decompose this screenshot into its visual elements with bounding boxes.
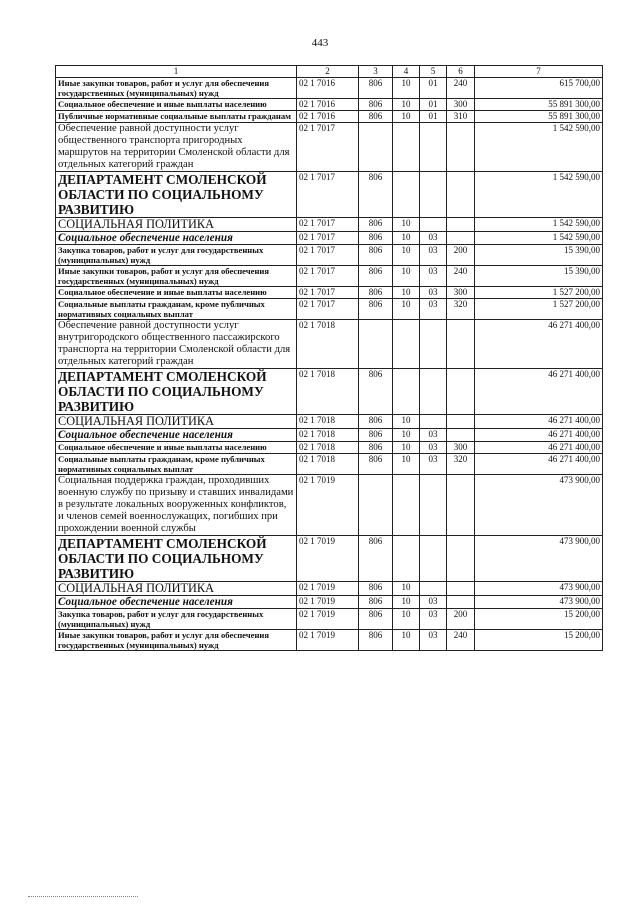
row-name-cell: Социальные выплаты гражданам, кроме публичных нормативных социальных выплат: [56, 454, 297, 475]
ministry-code-cell: 806: [359, 630, 393, 651]
table-row: [56, 429, 603, 442]
expense-type-cell: 240: [447, 266, 475, 287]
row-name-cell: Социальное обеспечение и иные выплаты населению: [56, 287, 297, 299]
ministry-code-cell: 806: [359, 536, 393, 582]
row-name-cell: Обеспечение равной доступности услуг общественного транспорта пригородных маршрутов на территории Смоленской области для отдельных категорий граждан: [56, 123, 297, 172]
header-cell: 7: [475, 66, 603, 78]
subsection-code-cell: 03: [420, 287, 447, 299]
subsection-code-cell: [420, 536, 447, 582]
section-code-cell: 10: [393, 582, 420, 596]
expense-type-cell: 300: [447, 99, 475, 111]
subsection-code-cell: [420, 172, 447, 218]
subsection-code-cell: 03: [420, 630, 447, 651]
target-code-cell: 02 1 7016: [297, 99, 359, 111]
target-code-cell: 02 1 7018: [297, 429, 359, 442]
ministry-code-cell: 806: [359, 266, 393, 287]
subsection-code-cell: 03: [420, 454, 447, 475]
header-row: [56, 66, 603, 78]
amount-cell: 615 700,00: [475, 78, 603, 99]
amount-cell: 46 271 400,00: [475, 415, 603, 429]
row-name-cell: Социальное обеспечение и иные выплаты населению: [56, 442, 297, 454]
header-cell: 6: [447, 66, 475, 78]
subsection-code-cell: [420, 369, 447, 415]
expense-type-cell: 240: [447, 630, 475, 651]
section-code-cell: 10: [393, 287, 420, 299]
table-row: [56, 320, 603, 369]
row-name-cell: Социальное обеспечение населения: [56, 429, 297, 442]
ministry-code-cell: 806: [359, 415, 393, 429]
expense-type-cell: 310: [447, 111, 475, 123]
table-row: [56, 475, 603, 536]
amount-cell: 46 271 400,00: [475, 454, 603, 475]
header-cell: 4: [393, 66, 420, 78]
ministry-code-cell: 806: [359, 99, 393, 111]
section-code-cell: 10: [393, 299, 420, 320]
subsection-code-cell: [420, 218, 447, 232]
ministry-code-cell: [359, 123, 393, 172]
row-name-cell: ДЕПАРТАМЕНТ СМОЛЕНСКОЙ ОБЛАСТИ ПО СОЦИАЛЬНОМУ РАЗВИТИЮ: [56, 369, 297, 415]
target-code-cell: 02 1 7017: [297, 266, 359, 287]
subsection-code-cell: 03: [420, 299, 447, 320]
target-code-cell: 02 1 7016: [297, 111, 359, 123]
subsection-code-cell: 03: [420, 232, 447, 245]
ministry-code-cell: 806: [359, 232, 393, 245]
target-code-cell: 02 1 7016: [297, 78, 359, 99]
header-cell: 5: [420, 66, 447, 78]
section-code-cell: [393, 475, 420, 536]
ministry-code-cell: 806: [359, 596, 393, 609]
section-code-cell: 10: [393, 454, 420, 475]
subsection-code-cell: [420, 320, 447, 369]
target-code-cell: 02 1 7017: [297, 232, 359, 245]
subsection-code-cell: 03: [420, 609, 447, 630]
table-row: [56, 536, 603, 582]
ministry-code-cell: 806: [359, 111, 393, 123]
subsection-code-cell: 03: [420, 429, 447, 442]
ministry-code-cell: 806: [359, 609, 393, 630]
row-name-cell: Закупка товаров, работ и услуг для государственных (муниципальных) нужд: [56, 245, 297, 266]
ministry-code-cell: 806: [359, 369, 393, 415]
expense-type-cell: [447, 596, 475, 609]
section-code-cell: [393, 369, 420, 415]
table-row: [56, 245, 603, 266]
table-row: [56, 123, 603, 172]
subsection-code-cell: 01: [420, 78, 447, 99]
target-code-cell: 02 1 7018: [297, 320, 359, 369]
ministry-code-cell: 806: [359, 245, 393, 266]
section-code-cell: 10: [393, 78, 420, 99]
target-code-cell: 02 1 7018: [297, 415, 359, 429]
subsection-code-cell: [420, 415, 447, 429]
table-row: [56, 232, 603, 245]
subsection-code-cell: [420, 475, 447, 536]
table-row: [56, 442, 603, 454]
amount-cell: 473 900,00: [475, 536, 603, 582]
amount-cell: 473 900,00: [475, 582, 603, 596]
section-code-cell: [393, 172, 420, 218]
expense-type-cell: [447, 582, 475, 596]
row-name-cell: Социальные выплаты гражданам, кроме публичных нормативных социальных выплат: [56, 299, 297, 320]
subsection-code-cell: 01: [420, 111, 447, 123]
amount-cell: 55 891 300,00: [475, 99, 603, 111]
amount-cell: 46 271 400,00: [475, 369, 603, 415]
table-row: [56, 299, 603, 320]
section-code-cell: 10: [393, 596, 420, 609]
amount-cell: 15 390,00: [475, 245, 603, 266]
target-code-cell: 02 1 7019: [297, 630, 359, 651]
subsection-code-cell: 01: [420, 99, 447, 111]
amount-cell: 1 542 590,00: [475, 232, 603, 245]
amount-cell: 473 900,00: [475, 475, 603, 536]
amount-cell: 15 200,00: [475, 630, 603, 651]
amount-cell: 55 891 300,00: [475, 111, 603, 123]
target-code-cell: 02 1 7018: [297, 442, 359, 454]
row-name-cell: Социальное обеспечение населения: [56, 596, 297, 609]
row-name-cell: Закупка товаров, работ и услуг для государственных (муниципальных) нужд: [56, 609, 297, 630]
table-row: [56, 287, 603, 299]
target-code-cell: 02 1 7019: [297, 596, 359, 609]
table-row: [56, 582, 603, 596]
expense-type-cell: [447, 415, 475, 429]
row-name-cell: СОЦИАЛЬНАЯ ПОЛИТИКА: [56, 415, 297, 429]
target-code-cell: 02 1 7017: [297, 245, 359, 266]
section-code-cell: [393, 536, 420, 582]
table-row: [56, 78, 603, 99]
section-code-cell: 10: [393, 630, 420, 651]
header-cell: 1: [56, 66, 297, 78]
target-code-cell: 02 1 7018: [297, 454, 359, 475]
expense-type-cell: 300: [447, 287, 475, 299]
expense-type-cell: [447, 536, 475, 582]
subsection-code-cell: 03: [420, 266, 447, 287]
row-name-cell: Иные закупки товаров, работ и услуг для обеспечения государственных (муниципальных) нужд: [56, 630, 297, 651]
section-code-cell: 10: [393, 245, 420, 266]
subsection-code-cell: [420, 123, 447, 172]
expense-type-cell: [447, 369, 475, 415]
ministry-code-cell: 806: [359, 172, 393, 218]
section-code-cell: 10: [393, 266, 420, 287]
expense-type-cell: [447, 320, 475, 369]
target-code-cell: 02 1 7017: [297, 299, 359, 320]
section-code-cell: 10: [393, 232, 420, 245]
expense-type-cell: [447, 429, 475, 442]
section-code-cell: 10: [393, 415, 420, 429]
expense-type-cell: 240: [447, 78, 475, 99]
section-code-cell: 10: [393, 429, 420, 442]
table-row: [56, 415, 603, 429]
row-name-cell: СОЦИАЛЬНАЯ ПОЛИТИКА: [56, 218, 297, 232]
table-row: [56, 596, 603, 609]
subsection-code-cell: 03: [420, 596, 447, 609]
row-name-cell: Иные закупки товаров, работ и услуг для обеспечения государственных (муниципальных) нужд: [56, 78, 297, 99]
expense-type-cell: 320: [447, 454, 475, 475]
target-code-cell: 02 1 7017: [297, 287, 359, 299]
expense-type-cell: [447, 232, 475, 245]
section-code-cell: 10: [393, 609, 420, 630]
ministry-code-cell: 806: [359, 429, 393, 442]
target-code-cell: 02 1 7019: [297, 536, 359, 582]
subsection-code-cell: 03: [420, 442, 447, 454]
amount-cell: 1 527 200,00: [475, 287, 603, 299]
row-name-cell: ДЕПАРТАМЕНТ СМОЛЕНСКОЙ ОБЛАСТИ ПО СОЦИАЛЬНОМУ РАЗВИТИЮ: [56, 172, 297, 218]
section-code-cell: 10: [393, 218, 420, 232]
row-name-cell: Социальное обеспечение и иные выплаты населению: [56, 99, 297, 111]
target-code-cell: 02 1 7017: [297, 172, 359, 218]
amount-cell: 473 900,00: [475, 596, 603, 609]
table-row: [56, 99, 603, 111]
ministry-code-cell: 806: [359, 287, 393, 299]
row-name-cell: Обеспечение равной доступности услуг внутригородского общественного пассажирского транспорта на территории Смоленской области для отдельных категорий граждан: [56, 320, 297, 369]
ministry-code-cell: 806: [359, 454, 393, 475]
target-code-cell: 02 1 7018: [297, 369, 359, 415]
expense-type-cell: 320: [447, 299, 475, 320]
target-code-cell: 02 1 7017: [297, 123, 359, 172]
expense-type-cell: [447, 475, 475, 536]
expense-type-cell: 200: [447, 609, 475, 630]
table-row: [56, 454, 603, 475]
ministry-code-cell: 806: [359, 78, 393, 99]
ministry-code-cell: 806: [359, 582, 393, 596]
subsection-code-cell: [420, 582, 447, 596]
amount-cell: 1 542 590,00: [475, 172, 603, 218]
section-code-cell: [393, 320, 420, 369]
ministry-code-cell: 806: [359, 299, 393, 320]
ministry-code-cell: 806: [359, 442, 393, 454]
ministry-code-cell: [359, 320, 393, 369]
table-row: [56, 630, 603, 651]
target-code-cell: 02 1 7019: [297, 475, 359, 536]
row-name-cell: Социальное обеспечение населения: [56, 232, 297, 245]
section-code-cell: 10: [393, 111, 420, 123]
ministry-code-cell: 806: [359, 218, 393, 232]
table-row: [56, 172, 603, 218]
row-name-cell: СОЦИАЛЬНАЯ ПОЛИТИКА: [56, 582, 297, 596]
table-row: [56, 369, 603, 415]
target-code-cell: 02 1 7017: [297, 218, 359, 232]
row-name-cell: Социальная поддержка граждан, проходивших военную службу по призыву и ставших инвалидами в результате локальных вооруженных конфликтов, и членов семей военнослужащих, погибших при прохождении военной службы: [56, 475, 297, 536]
ministry-code-cell: [359, 475, 393, 536]
amount-cell: 46 271 400,00: [475, 442, 603, 454]
row-name-cell: Иные закупки товаров, работ и услуг для обеспечения государственных (муниципальных) нужд: [56, 266, 297, 287]
amount-cell: 46 271 400,00: [475, 320, 603, 369]
amount-cell: 1 542 590,00: [475, 218, 603, 232]
amount-cell: 1 542 590,00: [475, 123, 603, 172]
section-code-cell: 10: [393, 99, 420, 111]
expense-type-cell: [447, 123, 475, 172]
table-row: [56, 218, 603, 232]
amount-cell: 15 200,00: [475, 609, 603, 630]
expense-type-cell: [447, 218, 475, 232]
row-name-cell: ДЕПАРТАМЕНТ СМОЛЕНСКОЙ ОБЛАСТИ ПО СОЦИАЛЬНОМУ РАЗВИТИЮ: [56, 536, 297, 582]
scan-mark: [28, 896, 138, 899]
header-cell: 3: [359, 66, 393, 78]
amount-cell: 15 390,00: [475, 266, 603, 287]
section-code-cell: 10: [393, 442, 420, 454]
header-cell: 2: [297, 66, 359, 78]
table-row: [56, 266, 603, 287]
page-number: 443: [311, 37, 329, 49]
amount-cell: 46 271 400,00: [475, 429, 603, 442]
table-row: [56, 111, 603, 123]
expense-type-cell: [447, 172, 475, 218]
budget-table: [55, 65, 603, 651]
table-row: [56, 609, 603, 630]
expense-type-cell: 300: [447, 442, 475, 454]
section-code-cell: [393, 123, 420, 172]
target-code-cell: 02 1 7019: [297, 582, 359, 596]
amount-cell: 1 527 200,00: [475, 299, 603, 320]
expense-type-cell: 200: [447, 245, 475, 266]
subsection-code-cell: 03: [420, 245, 447, 266]
row-name-cell: Публичные нормативные социальные выплаты гражданам: [56, 111, 297, 123]
target-code-cell: 02 1 7019: [297, 609, 359, 630]
